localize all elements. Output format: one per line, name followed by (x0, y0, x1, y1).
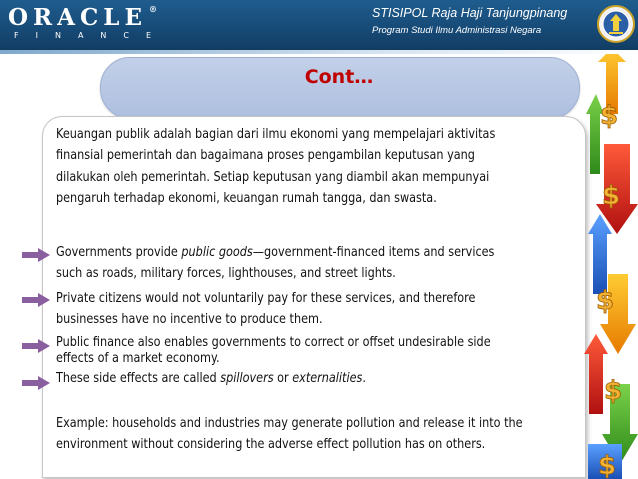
example-line: environment without considering the adverse effect pollution has on others. (56, 437, 486, 453)
logo-registered-mark: ® (149, 4, 158, 14)
svg-text:$: $ (598, 451, 617, 479)
slide-title: Cont… (304, 66, 374, 88)
svg-text:$: $ (600, 101, 619, 131)
bullet-arrow-icon (22, 293, 50, 307)
intro-line: finansial pemerintah dan bagaimana proses pengambilan keputusan yang (56, 148, 475, 164)
bullet-text: or (273, 371, 293, 386)
bullet-text: —government-financed items and services (252, 245, 495, 260)
svg-text:$: $ (596, 286, 615, 316)
intro-paragraph (56, 124, 496, 209)
bullet-emphasis: externalities (292, 371, 363, 386)
intro-line: Keuangan publik adalah bagian dari ilmu ekonomi yang mempelajari aktivitas (56, 127, 496, 142)
bullet-emphasis: spillovers (220, 371, 274, 386)
example-line: Example: households and industries may generate pollution and release it into the (56, 416, 523, 431)
dollar-arrows-decoration (582, 54, 638, 479)
header-divider (0, 50, 638, 54)
bullet-arrow-icon (22, 376, 50, 390)
bullet-text: These side effects are called (56, 371, 221, 386)
program-name: Program Studi Ilmu Administrasi Negara (372, 25, 542, 36)
intro-line: pengaruh terhadap ekonomi, keuangan rumah tangga, dan swasta. (56, 190, 437, 206)
intro-line: dilakukan oleh pemerintah. Setiap keputusan yang diambil akan mempunyai (56, 169, 490, 185)
bullet-text: Private citizens would not voluntarily pay for these services, and therefore (56, 291, 476, 306)
bullet-text: . (362, 371, 366, 386)
bullet-arrow-icon (22, 248, 50, 262)
university-seal-icon (597, 5, 635, 43)
svg-text:$: $ (604, 376, 623, 406)
oracle-logo (8, 4, 157, 31)
bullet-text: such as roads, military forces, lighthouses, and street lights. (56, 266, 396, 282)
bullet-text: Governments provide (56, 245, 182, 260)
logo-word: ORACLE (8, 4, 148, 31)
bullet-arrow-icon (22, 339, 50, 353)
bullet-text: businesses have no incentive to produce them. (56, 312, 323, 328)
bullet-text: effects of a market economy. (56, 350, 220, 366)
svg-text:$: $ (602, 181, 621, 211)
logo-subtitle: FINANCE (14, 31, 169, 40)
institution-name: STISIPOL Raja Haji Tanjungpinang (372, 6, 568, 20)
bullet-emphasis: public goods (181, 245, 253, 260)
bullet-public-goods (56, 242, 495, 285)
bullet-text: Public finance also enables governments to correct or offset undesirable side (56, 335, 491, 350)
bullet-public-finance (56, 335, 491, 366)
bullet-private-citizens (56, 288, 484, 331)
bullet-side-effects (56, 371, 484, 387)
example-paragraph (56, 413, 523, 456)
